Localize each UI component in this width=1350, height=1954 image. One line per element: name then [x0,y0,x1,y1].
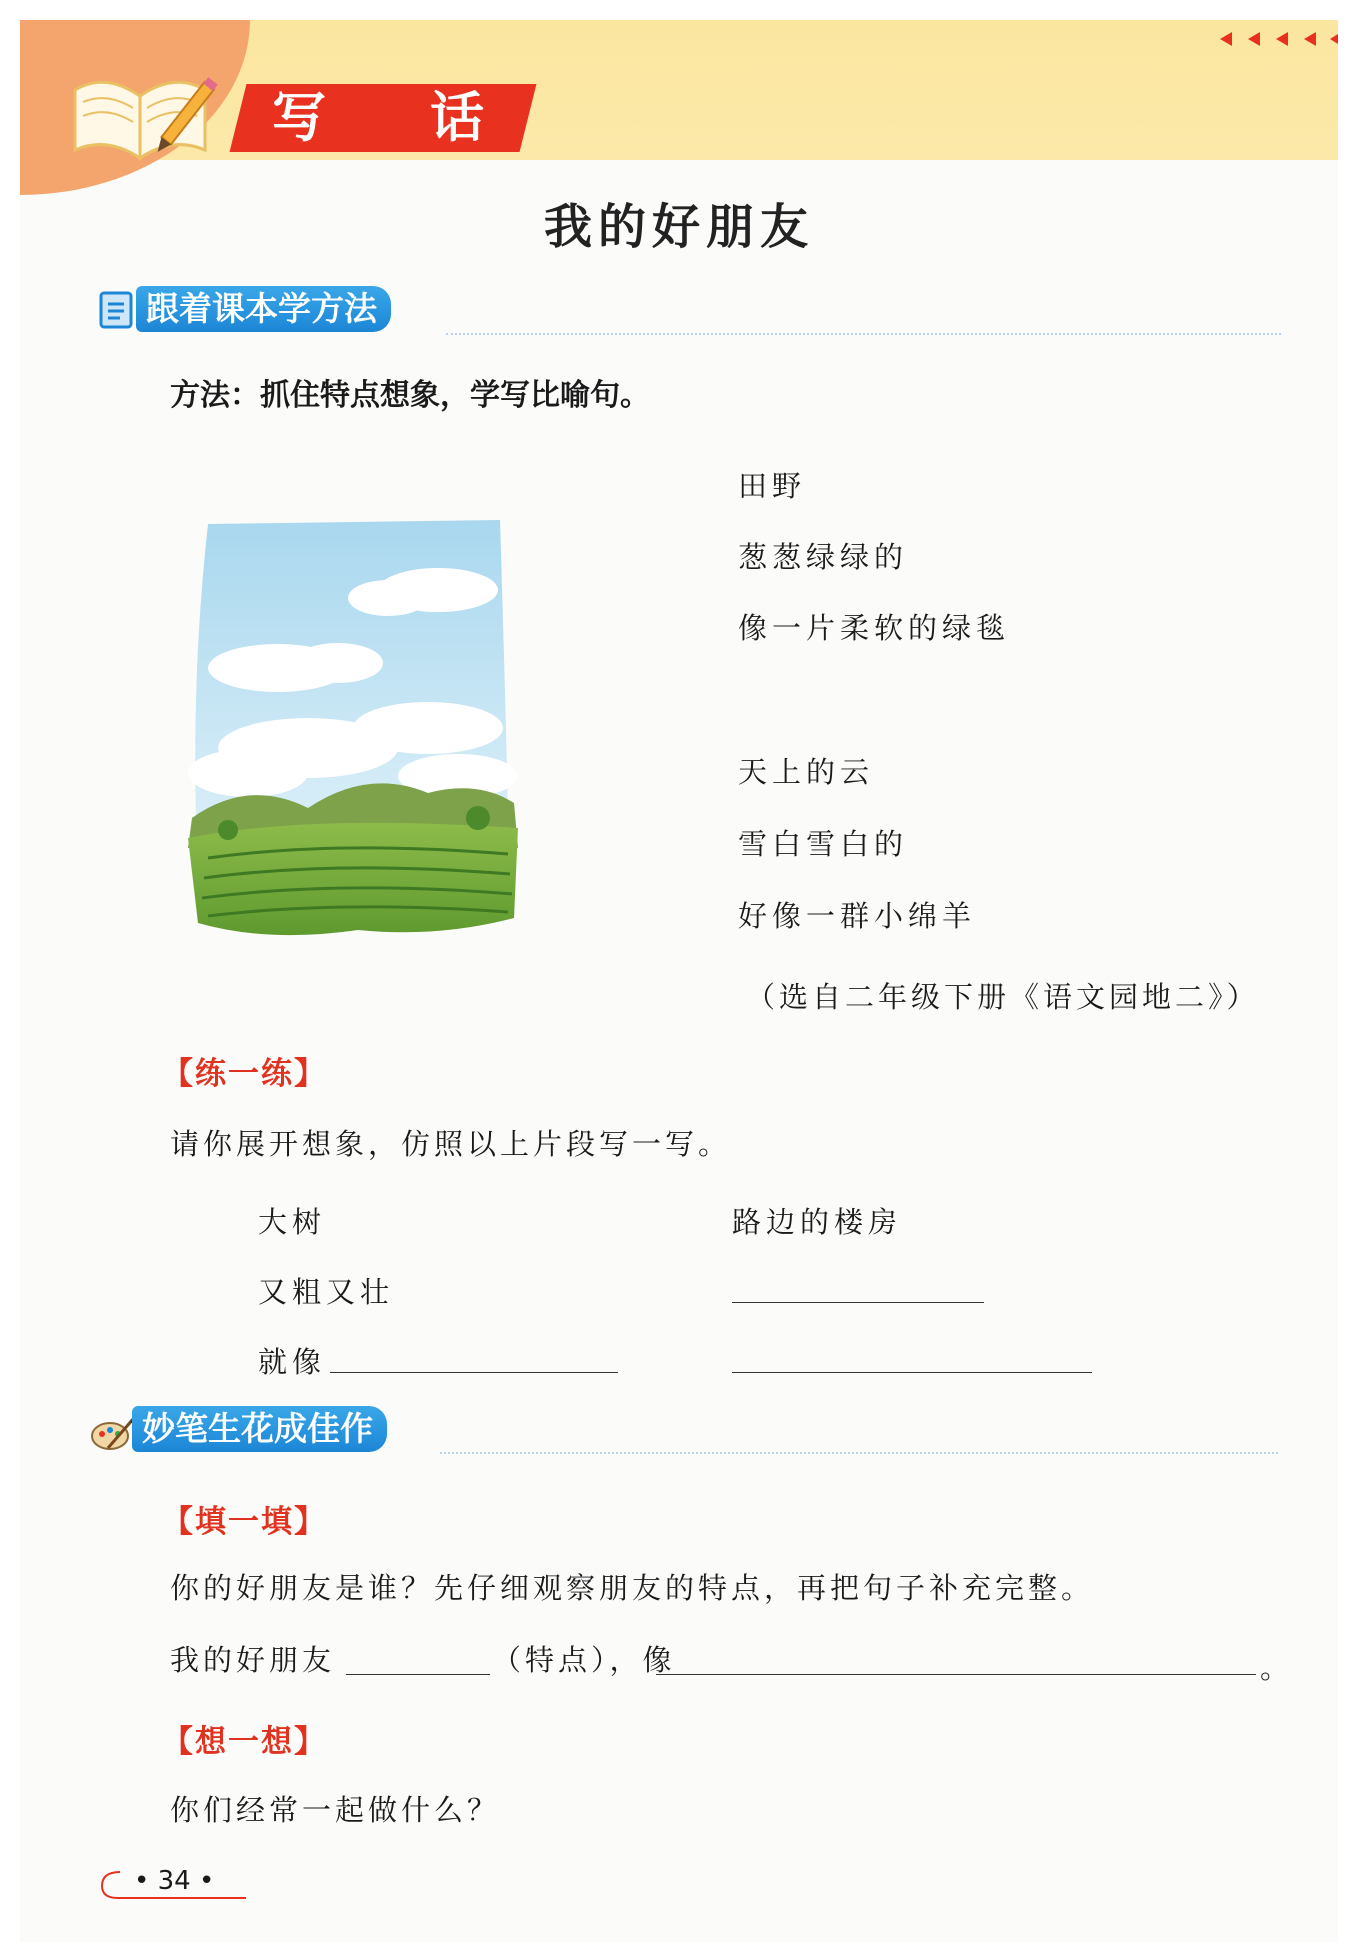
arrow-decoration-icon [1208,26,1338,52]
fill-sentence-end: 。 [1260,1651,1294,1685]
poem-line: 葱葱绿绿的 [738,540,909,574]
section-banner-write: 妙笔生花成佳作 [132,1406,387,1452]
fill-sentence-start: 我的好朋友 [170,1643,336,1677]
poem-line: 田野 [738,469,807,503]
practice-right-line: 路边的楼房 [732,1205,903,1239]
poem-line: 好像一群小绵羊 [738,899,977,933]
fill-answer-blank-simile[interactable] [656,1674,1256,1675]
palette-brush-icon [90,1412,136,1452]
header-label-char-1: 写 [272,86,326,149]
page-title: 我的好朋友 [543,199,814,255]
practice-left-line: 又粗又壮 [258,1275,395,1309]
landscape-illustration [188,518,518,946]
notebook-icon [98,290,134,330]
section-banner-learn-method: 跟着课本学方法 [136,286,391,332]
practice-left-line: 就像 [258,1345,327,1379]
practice-instruction: 请你展开想象，仿照以上片段写一写。 [170,1127,732,1161]
practice-answer-blank[interactable] [732,1372,1092,1373]
think-question: 你们经常一起做什么？ [170,1793,501,1827]
poem-line: 雪白雪白的 [738,827,909,861]
poem-line: 像一片柔软的绿毯 [738,611,1011,645]
fill-question: 你的好朋友是谁？先仔细观察朋友的特点，再把句子补充完整。 [170,1571,1095,1605]
section-divider [440,1452,1278,1454]
workbook-page [20,20,1338,1942]
practice-answer-blank[interactable] [732,1302,984,1303]
page-number: • 34 • [134,1866,215,1896]
fill-sentence-mid: （特点），像 [492,1643,676,1677]
practice-left-line: 大树 [258,1205,327,1239]
poem-source: （选自二年级下册《语文园地二》） [746,980,1260,1014]
think-heading: 【想一想】 [162,1724,327,1760]
poem-line: 天上的云 [738,755,875,789]
header-label-char-2: 话 [430,86,484,149]
fill-answer-blank-trait[interactable] [346,1674,490,1675]
section-divider [446,333,1281,335]
practice-heading: 【练一练】 [162,1056,327,1092]
open-book-icon [65,60,220,165]
practice-answer-blank[interactable] [330,1372,618,1373]
method-statement: 方法：抓住特点想象，学写比喻句。 [170,378,650,413]
fill-heading: 【填一填】 [162,1504,327,1540]
page-number-badge [96,1858,256,1908]
